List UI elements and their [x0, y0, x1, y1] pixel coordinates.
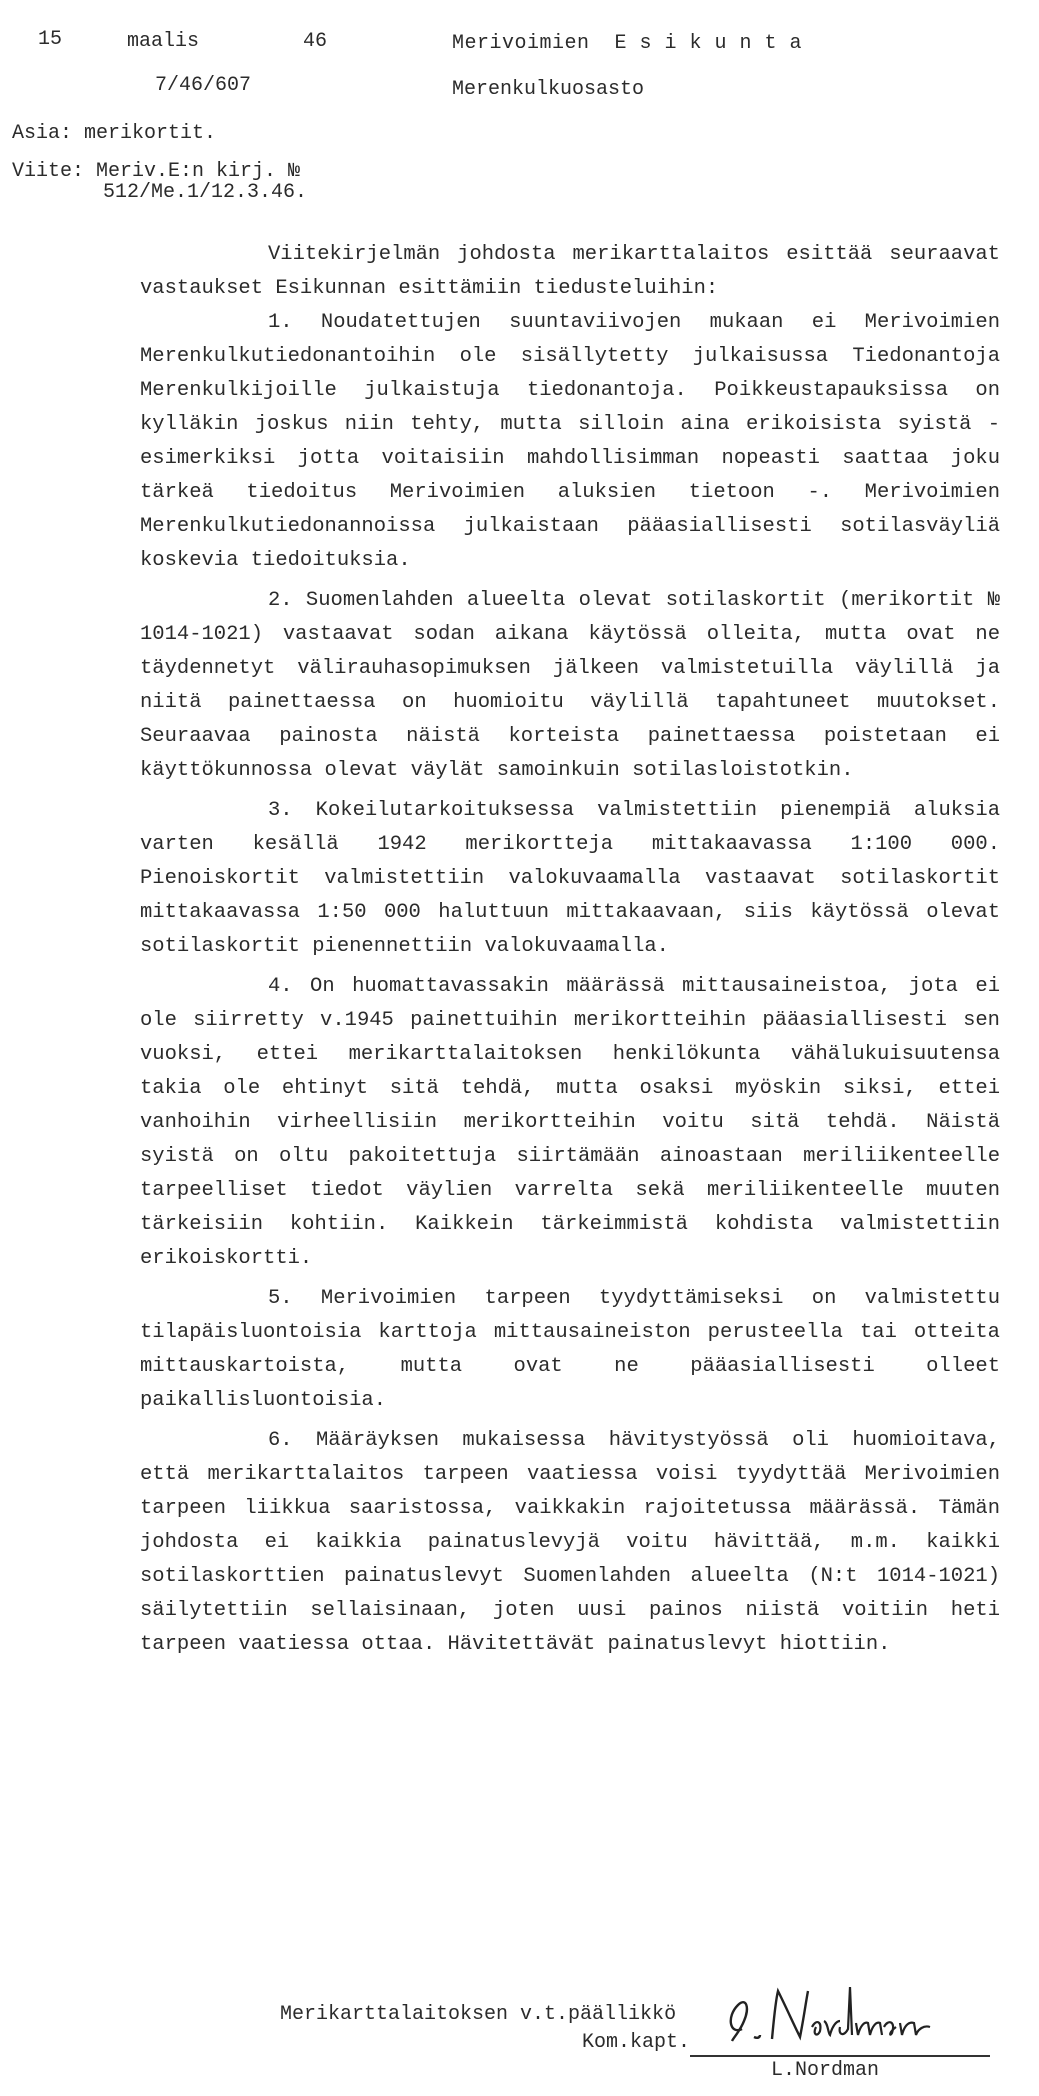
body-paragraph: 3. Kokeilutarkoituksessa valmistettiin pienempiä aluksia varten kesällä 1942 merikortteja mittakaavassa 1:100 000. Pienoiskortit valmistettiin valokuvaamalla vastaavat sotilaskortit mittakaavassa 1:50 000 haluttuun mittakaavaan, siis käytössä olevat sotilaskortit pienennettiin valokuvaamalla.	[140, 799, 1000, 958]
signatory-title: Merikarttalaitoksen v.t.päällikkö	[280, 2003, 677, 2026]
signature-line	[690, 2055, 990, 2057]
letter-body	[140, 238, 1000, 1662]
signatory-name: L.Nordman	[771, 2059, 880, 2082]
date-day: 15	[38, 28, 63, 51]
reference-line-2: 512/Me.1/12.3.46.	[103, 181, 308, 204]
body-paragraph: 2. Suomenlahden alueelta olevat sotilaskortit (merikortit № 1014-1021) vastaavat sodan aikana käytössä olleita, mutta ovat ne täydennetyt välirauhasopimuksen jälkeen valmistetuilla väylillä ja niitä painettaessa on huomioitu väylillä tapahtuneet muutokset. Seuraavaa painosta näistä korteista painettaessa poistetaan ei käyttökunnossa olevat väylät samoinkuin sotilasloistotkin.	[140, 589, 1000, 782]
body-paragraph: 1. Noudatettujen suuntaviivojen mukaan ei Merivoimien Merenkulkutiedonantoihin ole sisällytetty julkaisussa Tiedonantoja Merenkulkijoille julkaistuja tiedonantoja. Poikkeustapauksissa on kylläkin joskus niin tehty, mutta silloin aina erikoisista syistä - esimerkiksi jotta voitaisiin mahdollisimman nopeasti saattaa joku tärkeä tiedoitus Merivoimien aluksien tietoon -. Merivoimien Merenkulkutiedonannoissa julkaistaan pääasiallisesti sotilasväyliä koskevia tiedoituksia.	[140, 311, 1000, 572]
signature-block	[0, 1985, 1039, 2085]
subject-line: Asia: merikortit.	[12, 122, 217, 145]
department-name: Merenkulkuosasto	[452, 78, 645, 101]
reference-number: 7/46/607	[155, 74, 252, 97]
reference-line-1: Viite: Meriv.E:n kirj. №	[12, 160, 301, 183]
date-year: 46	[303, 30, 328, 53]
body-paragraph: 6. Määräyksen mukaisessa hävitystyössä oli huomioitava, että merikarttalaitos tarpeen vaatiessa voisi tyydyttää Merivoimien tarpeen liikkua saaristossa, vaikkakin rajoitetussa määrässä. Tämän johdosta ei kaikkia painatuslevyjä voitu hävittää, m.m. kaikki sotilaskorttien painatuslevyt Suomenlahden alueelta (N:t 1014-1021) säilytettiin sellaisinaan, joten uusi painos niistä voitiin heti tarpeen vaatiessa ottaa. Hävitettävät painatuslevyt hiottiin.	[140, 1429, 1000, 1656]
signatory-rank: Kom.kapt.	[582, 2031, 691, 2054]
handwritten-signature	[720, 1977, 950, 2057]
sender-name: Merivoimien E s i k u n t a	[452, 32, 803, 55]
body-paragraph: 5. Merivoimien tarpeen tyydyttämiseksi on valmistettu tilapäisluontoisia karttoja mittausaineiston perusteella tai otteita mittauskartoista, mutta ovat ne pääasiallisesti olleet paikallisluontoisia.	[140, 1287, 1000, 1412]
body-paragraph: 4. On huomattavassakin määrässä mittausaineistoa, jota ei ole siirretty v.1945 painettuihin merikortteihin pääasiallisesti sen vuoksi, ettei merikarttalaitoksen henkilökunta vähälukuisuutensa takia ole ehtinyt sitä tehdä, mutta osaksi myöskin siksi, ettei vanhoihin virheellisiin merikortteihin voitu sitä tehdä. Näistä syistä on oltu pakoitettuja siirtämään ainoastaan meriliikenteelle tarpeelliset tiedot väylien varrelta sekä meriliikenteelle muuten tärkeisiin kohtiin. Kaikkein tärkeimmistä kohdista valmistettiin erikoiskortti.	[140, 975, 1000, 1270]
body-paragraph: Viitekirjelmän johdosta merikarttalaitos esittää seuraavat vastaukset Esikunnan esittämiin tiedusteluihin:	[140, 243, 1000, 300]
date-month: maalis	[127, 30, 200, 53]
